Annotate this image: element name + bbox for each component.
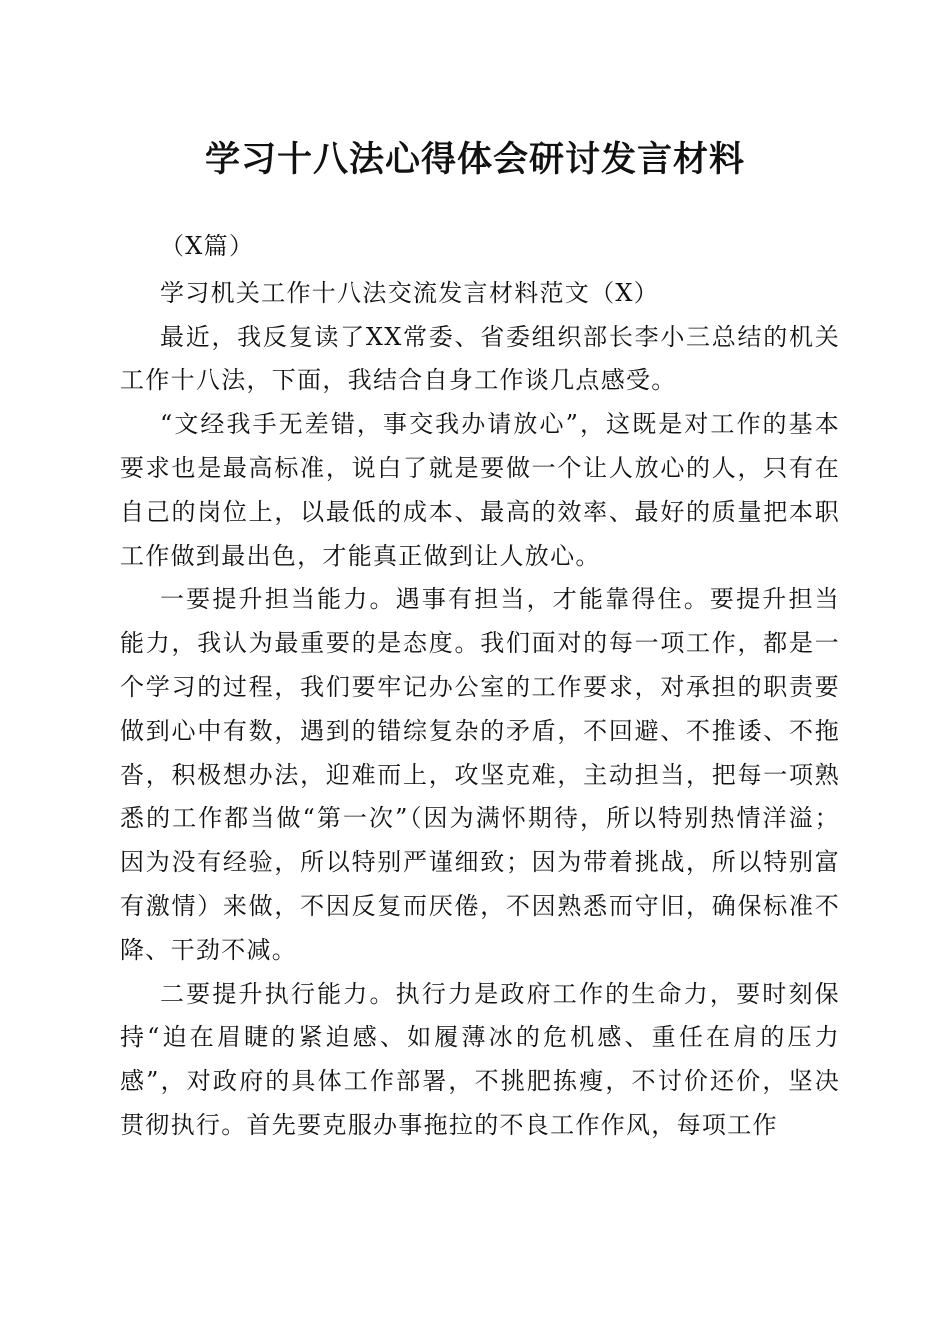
paragraph-intro: 最近，我反复读了XX常委、省委组织部长李小三总结的机关工作十八法，下面，我结合自身工作谈几点感受。 (120, 322, 840, 395)
paragraph-point-one: 一要提升担当能力。遇事有担当，才能靠得住。要提升担当能力，我认为最重要的是态度。我们面对的每一项工作，都是一个学习的过程，我们要牢记办公室的工作要求，对承担的职责要做到心中有数，遇到的错综复杂的矛盾，不回避、不推诿、不拖沓，积极想办法，迎难而上，攻坚克难，主动担当，把每一项熟悉的工作都当做“第一次”（因为满怀期待，所以特别热情洋溢；因为没有经验，所以特别严谨细致；因为带着挑战，所以特别富有激情）来做，不因反复而厌倦，不因熟悉而守旧，确保标准不降、干劲不减。 (120, 585, 840, 964)
paragraph-quote: “文经我手无差错，事交我办请放心”，这既是对工作的基本要求也是最高标准，说白了就是要做一个让人放心的人，只有在自己的岗位上，以最低的成本、最高的效率、最好的质量把本职工作做到最出色，才能真正做到让人放心。 (120, 410, 840, 570)
paragraph-point-two: 二要提升执行能力。执行力是政府工作的生命力，要时刻保持“迫在眉睫的紧迫感、如履薄冰的危机感、重任在肩的压力感”，对政府的具体工作部署，不挑肥拣瘦，不讨价还价，坚决贯彻执行。首先要克服办事拖拉的不良工作作风，每项工作 (120, 979, 840, 1139)
document-title: 学习十八法心得体会研讨发言材料 (204, 139, 745, 180)
paragraph-subtitle: 学习机关工作十八法交流发言材料范文（X） (160, 278, 660, 307)
document-body (120, 225, 840, 1148)
paragraph-series-note: （X篇） (160, 232, 255, 260)
